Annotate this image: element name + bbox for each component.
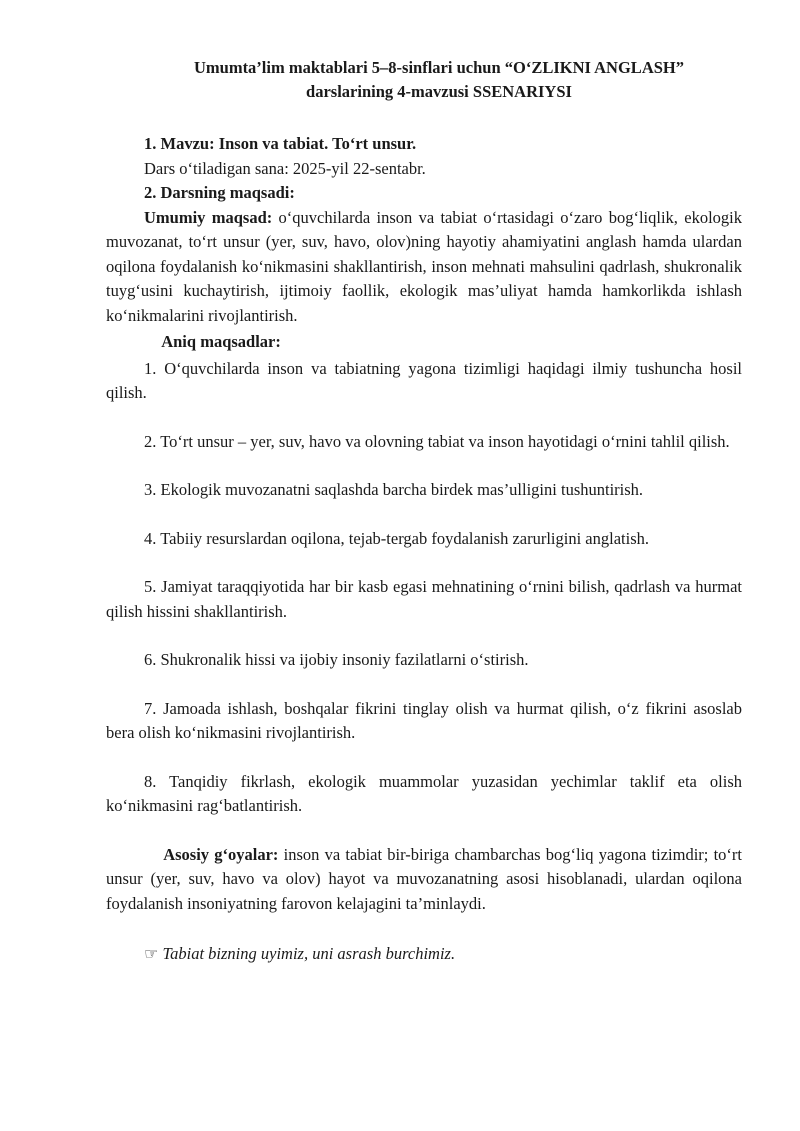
main-ideas-paragraph	[106, 843, 742, 917]
general-goal-label: Umumiy maqsad:	[144, 207, 273, 227]
list-item: 4. Tabiiy resurslardan oqilona, tejab-tergab foydalanish zarurligini anglatish.	[144, 528, 650, 548]
list-item: 8. Tanqidiy fikrlash, ekologik muammolar yuzasidan yechimlar taklif eta olish ko‘nikmasini rag‘batlantirish.	[106, 771, 742, 815]
motto-text: Tabiat bizning uyimiz, uni asrash burchimiz.	[158, 944, 456, 963]
hand-pointing-right-icon: ☞	[144, 944, 159, 963]
list-item: 7. Jamoada ishlash, boshqalar fikrini tinglay olish va hurmat qilish, o‘z fikrini asoslab bera olish ko‘nikmasini rivojlantirish.	[106, 698, 742, 742]
specific-goals-heading-line	[106, 330, 742, 355]
lesson-date: Dars o‘tiladigan sana: 2025-yil 22-sentabr.	[144, 158, 426, 178]
topic-heading: 1. Mavzu: Inson va tabiat. To‘rt unsur.	[144, 134, 417, 153]
title-line-2: darslarining 4-mavzusi SSENARIYSI	[306, 82, 572, 101]
general-goal-text: o‘quvchilarda inson va tabiat o‘rtasidagi o‘zaro bog‘liqlik, ekologik muvozanat, to‘rt unsur (yer, suv, havo, olov)ning hayotiy ahamiyatini anglash hamda ulardan oqilona foydalanish ko‘nikmasini shakllantirish, inson mehnati mahsulini qadrlash, shukronalik tuyg‘usini kuchaytirish, ijtimoiy faollik, ekologik mas’uliyat hamda hamkorlikda ishlash ko‘nikmalarini rivojlantirish.	[106, 207, 742, 325]
document-content	[106, 56, 742, 967]
main-ideas-text: inson va tabiat bir-biriga chambarchas bog‘liq yagona tizimdir; to‘rt unsur (yer, suv, havo va olov) hayot va muvozanatning asosi hisoblanadi, ulardan oqilona foydalanish insoniyatning farovon kelajagini ta’minlaydi.	[106, 844, 742, 913]
list-item: 5. Jamiyat taraqqiyotida har bir kasb egasi mehnatining o‘rnini bilish, qadrlash va hurmat qilish hissini shakllantirish.	[106, 577, 742, 621]
document-title	[106, 56, 742, 104]
specific-goals-heading: Aniq maqsadlar:	[161, 332, 281, 351]
specific-goals-list	[106, 357, 742, 819]
general-goal-paragraph	[106, 206, 742, 329]
list-item: 6. Shukronalik hissi va ijobiy insoniy fazilatlarni o‘stirish.	[144, 650, 529, 669]
list-item: 1. O‘quvchilarda inson va tabiatning yagona tizimligi haqidagi ilmiy tushuncha hosil qilish.	[106, 358, 742, 402]
list-item: 3. Ekologik muvozanatni saqlashda barcha birdek mas’ulligini tushuntirish.	[144, 480, 644, 499]
title-line-1: Umumta’lim maktablari 5–8-sinflari uchun “O‘ZLIKNI ANGLASH”	[193, 58, 684, 77]
main-ideas-label: Asosiy g‘oyalar:	[163, 844, 279, 864]
list-item: 2. To‘rt unsur – yer, suv, havo va olovning tabiat va inson hayotidagi o‘rnini tahlil qilish.	[144, 431, 730, 451]
motto-line	[106, 942, 742, 967]
goal-heading: 2. Darsning maqsadi:	[144, 183, 295, 202]
